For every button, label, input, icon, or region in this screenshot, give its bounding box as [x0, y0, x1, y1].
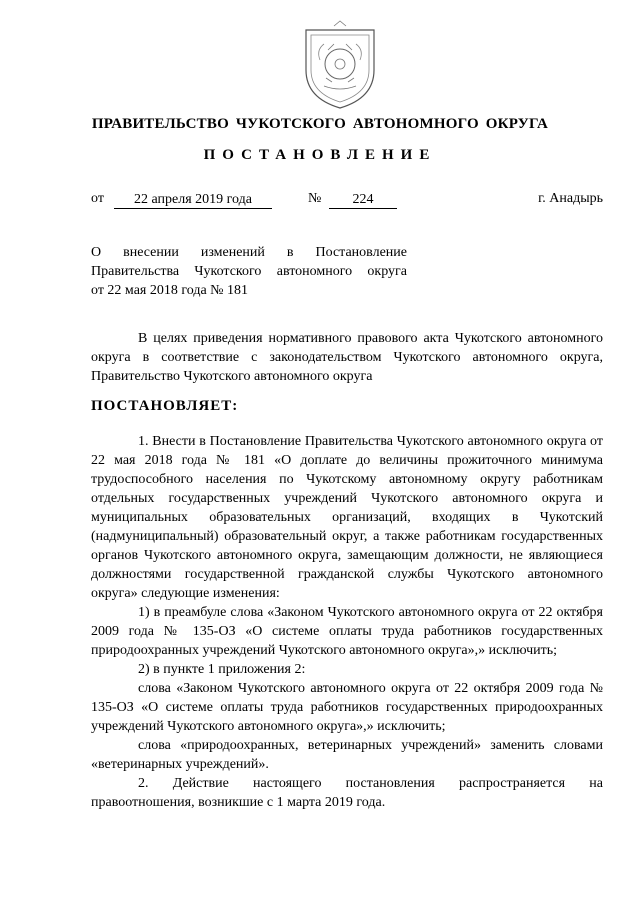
document-subject — [91, 243, 407, 300]
body-paragraph: 2) в пункте 1 приложения 2: — [138, 662, 306, 677]
body-paragraph: 1. Внести в Постановление Правительства Чукотского автономного округа от 22 мая 2018 года № 181 «О доплате до величины прожиточного минимума трудоспособного населения по Чукотскому автономному округу работникам отдельных государственных учреждений Чукотского автономного округа и муниципальных образовательных организаций, входящих в Чукотский (надмуниципальный) образовательный округ, а также работникам государственных органов Чукотского автономного округа, замещающим должности, не являющиеся должностями государственной гражданской службы Чукотского автономного округа» следующие изменения: — [91, 434, 603, 601]
body-paragraph: слова «природоохранных, ветеринарных учреждений» заменить словами «ветеринарных учреждений». — [91, 738, 603, 772]
subject-line: О внесении изменений в Постановление — [91, 245, 407, 260]
document-meta — [91, 191, 603, 211]
document-date: 22 апреля 2019 года — [114, 191, 272, 209]
document-city: г. Анадырь — [538, 191, 603, 206]
number-sign: № — [308, 191, 322, 206]
subject-line: от 22 мая 2018 года № 181 — [91, 283, 249, 298]
coat-of-arms-icon — [298, 20, 382, 112]
document-number: 224 — [329, 191, 397, 209]
body-paragraph: 1) в преамбуле слова «Законом Чукотского автономного округа от 22 октября 2009 года № 135-ОЗ «О системе оплаты труда работников государственных природоохранных учреждений Чукотского автономного округа»,» исключить; — [91, 605, 603, 658]
date-prefix: от — [91, 191, 104, 206]
subject-line: Правительства Чукотского автономного округа — [91, 264, 407, 279]
document-type-title: ПОСТАНОВЛЕНИЕ — [203, 147, 437, 163]
government-title: ПРАВИТЕЛЬСТВО ЧУКОТСКОГО АВТОНОМНОГО ОКРУГА — [91, 116, 549, 132]
preamble-paragraph: В целях приведения нормативного правового акта Чукотского автономного округа в соответствие с законодательством Чукотского автономного округа, Правительство Чукотского автономного округа — [91, 331, 603, 384]
resolve-heading: ПОСТАНОВЛЯЕТ: — [91, 398, 239, 414]
resolution-body — [91, 432, 603, 812]
body-paragraph: слова «Законом Чукотского автономного округа от 22 октября 2009 года № 135-ОЗ «О системе оплаты труда работников государственных природоохранных учреждений Чукотского автономного округа»,» исключить; — [91, 681, 603, 734]
body-paragraph: 2. Действие настоящего постановления распространяется на правоотношения, возникшие с 1 марта 2019 года. — [91, 776, 603, 810]
